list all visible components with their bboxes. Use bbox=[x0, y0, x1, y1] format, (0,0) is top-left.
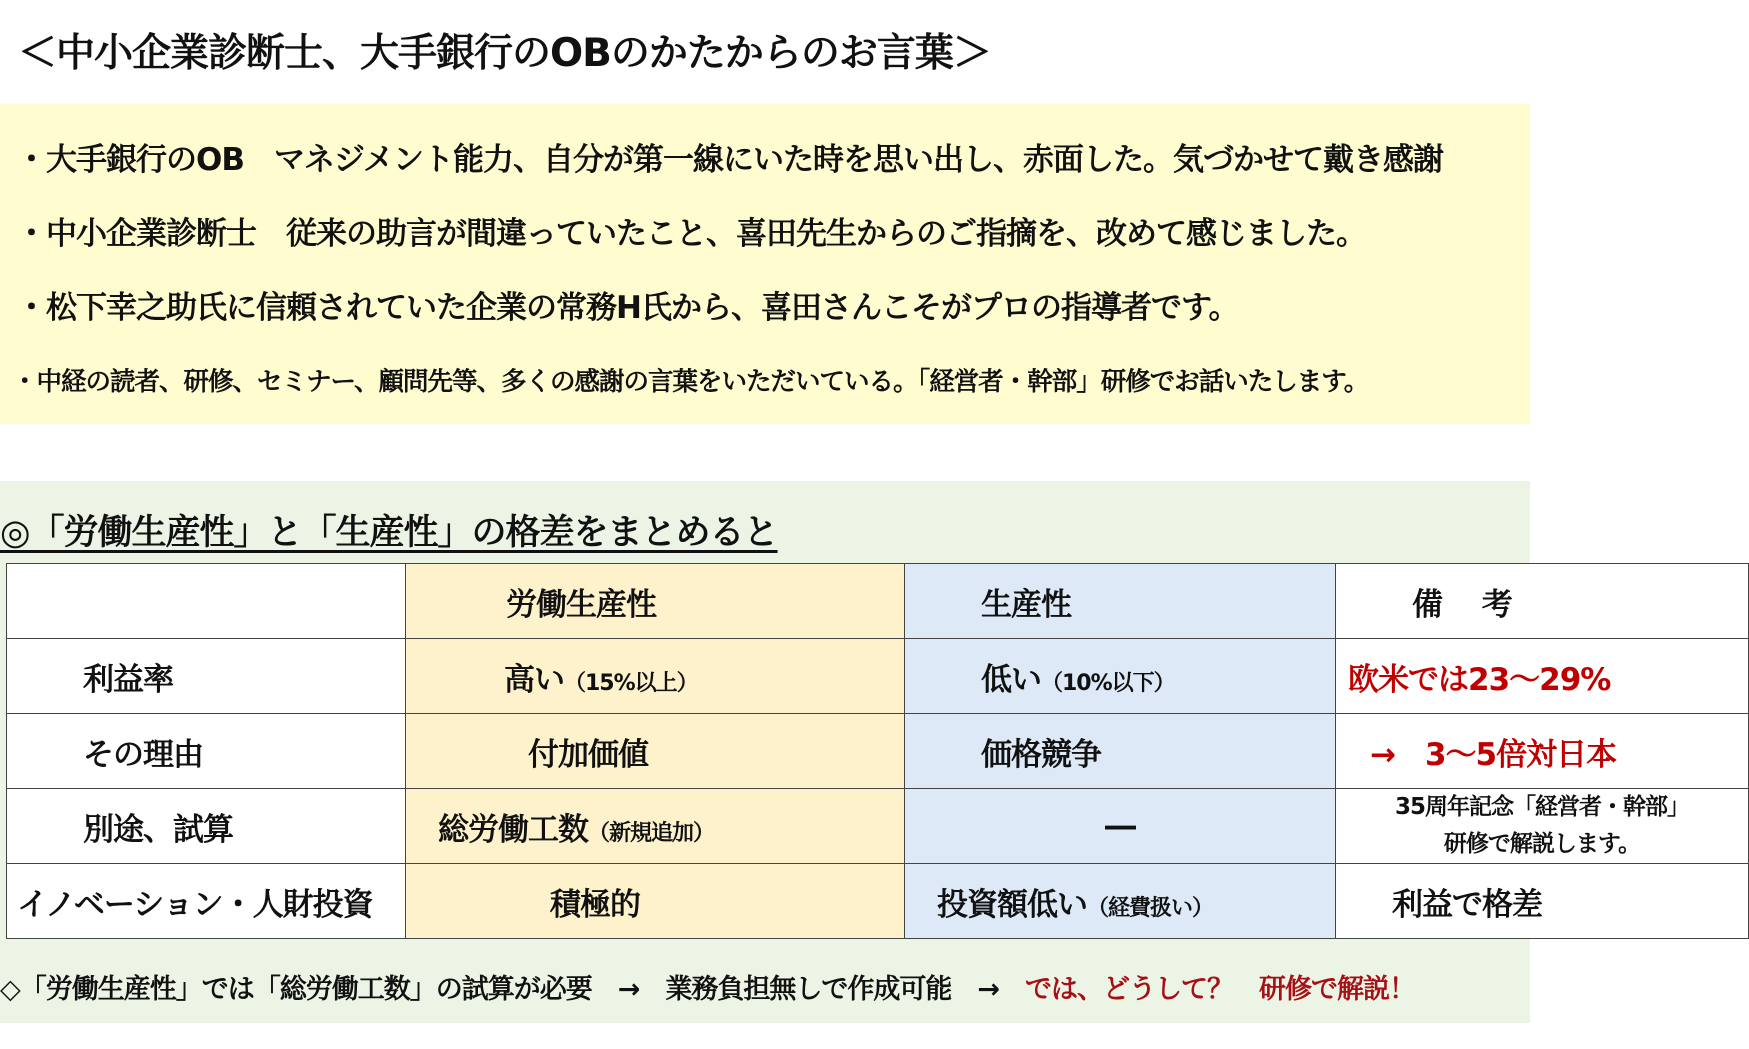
prod-value: 低い bbox=[981, 661, 1041, 698]
prod-value: ― bbox=[1105, 808, 1135, 844]
row-label-text: イノベーション・人財投資 bbox=[17, 886, 373, 923]
labor-value: 総労働工数 bbox=[438, 811, 588, 848]
header-remarks bbox=[1336, 564, 1749, 639]
labor-cell bbox=[406, 864, 905, 939]
testimonial-executive: ・松下幸之助氏に信頼されていた企業の常務H氏から、喜田さんこそがプロの指導者です。 bbox=[16, 290, 1239, 326]
page-title: ＜中小企業診断士、大手銀行のOBのかたからのお言葉＞ bbox=[18, 31, 991, 76]
prod-note: （経費扱い） bbox=[1087, 895, 1214, 921]
testimonial-bank-ob: ・大手銀行のOB マネジメント能力、自分が第一線にいた時を思い出し、赤面した。気づかせて戴き感謝 bbox=[16, 142, 1444, 178]
prod-cell bbox=[905, 639, 1336, 714]
row-label-text: 別途、試算 bbox=[83, 811, 233, 848]
labor-cell bbox=[406, 639, 905, 714]
header-blank-cell bbox=[7, 564, 406, 639]
remark-cell bbox=[1336, 789, 1749, 864]
testimonial-readers: ・中経の読者、研修、セミナー、顧問先等、多くの感謝の言葉をいただいている。「経営者・幹部」研修でお話いたします。 bbox=[12, 367, 1369, 397]
labor-value: 積極的 bbox=[550, 886, 640, 923]
table-row bbox=[7, 639, 1749, 714]
prod-cell bbox=[905, 864, 1336, 939]
labor-cell bbox=[406, 714, 905, 789]
header-remarks-label: 備 考 bbox=[1412, 586, 1512, 623]
header-productivity bbox=[905, 564, 1336, 639]
remark-seminar-line1: 35周年記念「経営者・幹部」 bbox=[1394, 794, 1689, 820]
productivity-summary-section bbox=[0, 481, 1689, 1023]
footer-note bbox=[0, 967, 1415, 1006]
header-productivity-label: 生産性 bbox=[981, 586, 1071, 623]
footer-note-highlight: では、どうして？ 研修で解説！ bbox=[1025, 974, 1416, 1005]
row-label bbox=[7, 864, 406, 939]
remark-profit-gap: 利益で格差 bbox=[1392, 886, 1542, 923]
table-row bbox=[7, 864, 1749, 939]
prod-note: （10%以下） bbox=[1041, 670, 1175, 696]
row-label bbox=[7, 639, 406, 714]
testimonials-box bbox=[0, 104, 1530, 424]
table-row bbox=[7, 714, 1749, 789]
testimonial-consultant: ・中小企業診断士 従来の助言が間違っていたこと、喜田先生からのご指摘を、改めて感じました。 bbox=[16, 216, 1366, 252]
row-label-text: その理由 bbox=[83, 736, 203, 773]
prod-cell bbox=[905, 714, 1336, 789]
header-labor-productivity-label: 労働生産性 bbox=[506, 586, 656, 623]
summary-heading: ◎「労働生産性」と「生産性」の格差をまとめると bbox=[0, 513, 778, 553]
prod-cell bbox=[905, 789, 1336, 864]
row-label bbox=[7, 714, 406, 789]
labor-note: （15%以上） bbox=[564, 670, 698, 696]
footer-note-text: ◇「労働生産性」では「総労働工数」の試算が必要 → 業務負担無しで作成可能 → bbox=[0, 974, 1026, 1005]
table-header-row bbox=[7, 564, 1749, 639]
remark-cell bbox=[1336, 714, 1749, 789]
prod-value: 投資額低い bbox=[937, 886, 1087, 923]
table-row bbox=[7, 789, 1749, 864]
remark-cell bbox=[1336, 864, 1749, 939]
prod-value: 価格競争 bbox=[981, 736, 1101, 773]
labor-note: （新規追加） bbox=[588, 820, 715, 846]
remark-multiplier: → 3～5倍対日本 bbox=[1370, 736, 1617, 773]
header-labor-productivity bbox=[406, 564, 905, 639]
remark-seminar-line2: 研修で解説します。 bbox=[1443, 831, 1641, 857]
labor-value: 付加価値 bbox=[528, 736, 648, 773]
labor-value: 高い bbox=[504, 661, 564, 698]
row-label bbox=[7, 789, 406, 864]
labor-cell bbox=[406, 789, 905, 864]
remark-western-ratio: 欧米では23～29% bbox=[1348, 661, 1611, 698]
remark-cell bbox=[1336, 639, 1749, 714]
row-label-text: 利益率 bbox=[83, 661, 173, 698]
comparison-table bbox=[6, 563, 1749, 939]
